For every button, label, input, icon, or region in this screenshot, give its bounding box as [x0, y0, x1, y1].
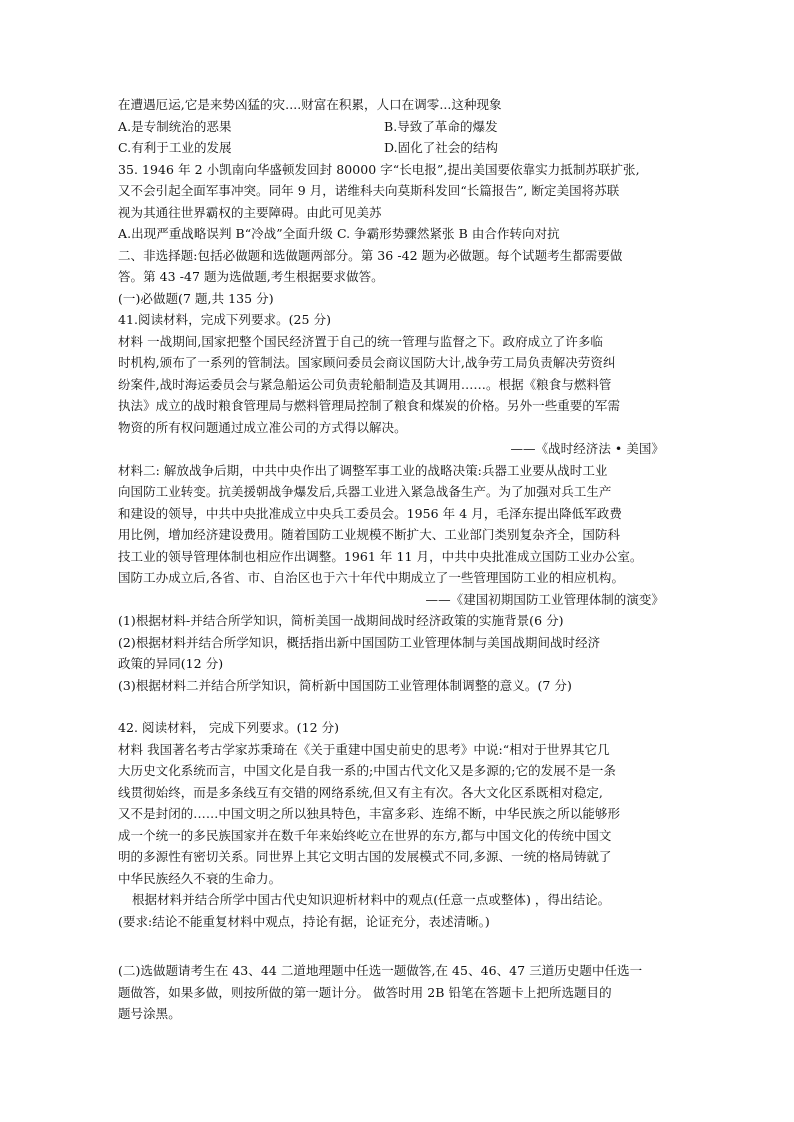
- q41-question-2: (2)根据材料并结合所学知识，概括指出新中国国防工业管理体制与美国战期间战时经济: [118, 634, 601, 650]
- q41-question-2-cont: 政策的异同(12 分): [118, 656, 224, 671]
- q41-material1-line: 材料 一战期间,国家把整个国民经济置于自己的统一管理与监督之下。政府成立了许多临: [118, 333, 603, 349]
- section2-heading: 二、非选择题:包括必做题和选做题两部分。第 36 -42 题为必做题。每个试题考生都需要做: [118, 247, 623, 263]
- q41-material1-line: 执法》成立的战时粮食管理局与燃料管理局控制了粮食和煤炭的价格。另外一些重要的军需: [118, 398, 621, 413]
- exam-page: [118, 94, 678, 1025]
- q41-material2-line: 国防工办成立后,各省、市、自治区也于六十年代中期成立了一些管理国防工业的相应机构。: [118, 570, 625, 585]
- q42-material-line: 材料 我国著名考古学家苏秉琦在《关于重建中国史前史的思考》中说:“相对于世界其它几: [118, 741, 610, 757]
- q42-material-line: 明的多源性有密切关系。同世界上其它文明古国的发展模式不同,多源、一统的格局铸就了: [118, 849, 612, 864]
- q41-material1-line: 物资的所有权问题通过成立准公司的方式得以解决。: [118, 419, 407, 435]
- q42-material-line: 成一个统一的多民族国家并在数千年来始终屹立在世界的东方,都与中国文化的传统中国文: [118, 827, 612, 843]
- q41-source1: ——《战时经济法 • 美国》: [510, 441, 664, 456]
- q41-material2-line: 技工业的领导管理体制也相应作出调整。1961 年 11 月，中共中央批准成立国防工业办公室。: [118, 548, 643, 564]
- q41-material2-line: 用比例，增加经济建设费用。随着国防工业规模不断扩大、工业部门类别复杂齐全，国防科: [118, 527, 621, 542]
- q42-title: 42. 阅读材料， 完成下列要求。(12 分): [118, 720, 340, 735]
- q42-prompt: 根据材料并结合所学中国古代史知识迎析材料中的观点(任意一点或整体) ，得出结论。: [132, 892, 611, 907]
- q41-question-1: (1)根据材料-并结合所学知识，简析美国一战期间战时经济政策的实施背景(6 分): [118, 613, 564, 628]
- q41-question-3: (3)根据材料二并结合所学知识，简析新中国国防工业管理体制调整的意义。(7 分): [118, 677, 572, 693]
- q41-material1-line: 时机构,颁布了一系列的管制法。国家顾问委员会商议国防大计,战争劳工局负责解决劳资纠: [118, 355, 616, 370]
- q41-material2-line: 向国防工业转变。抗美援朝战争爆发后,兵器工业进入紧急战备生产。为了加强对兵工生产: [118, 484, 612, 499]
- q42-material-line: 线贯彻始终，而是多条线互有交错的网络系统,但又有主有次。各大文化区系既相对稳定,: [118, 784, 603, 800]
- elective-instructions: 题号涂黑。: [118, 1006, 181, 1021]
- q41-material2-line: 和建设的领导，中共中央批准成立中央兵工委员会。1956 年 4 月，毛泽东提出降低军政费: [118, 505, 622, 521]
- elective-instructions: 题做答，如果多做，则按所做的第一题计分。 做答时用 2B 铅笔在答题卡上把所选题目的: [118, 984, 612, 1000]
- q34-options-row-2: [118, 137, 678, 159]
- q35-line: 35. 1946 年 2 小凯南向华盛顿发回封 80000 字“长电报”,提出美国要依靠实力抵制苏联扩张,: [118, 161, 640, 177]
- q41-material2-line: 材料二: 解放战争后期，中共中央作出了调整军事工业的战略决策:兵器工业要从战时工业: [118, 462, 608, 478]
- q35-line: 又不会引起全面军事冲突。同年 9 月，诺维科夫向莫斯科发回“长篇报告”, 断定美国将苏联: [118, 183, 620, 198]
- q42-material-line: 中华民族经久不衰的生命力。: [118, 870, 282, 886]
- q34-option-a: A.是专制统治的恶果: [118, 118, 232, 134]
- q41-title: 41.阅读材料，完成下列要求。(25 分): [118, 312, 332, 327]
- q34-options-row-1: [118, 116, 678, 138]
- required-section-title: (一)必做题(7 题,共 135 分): [118, 290, 274, 306]
- q42-material-line: 又不是封闭的……中国文明之所以独具特色，丰富多彩、连绵不断，中华民族之所以能够形: [118, 806, 621, 821]
- elective-instructions: (二)选做题请考生在 43、44 二道地理题中任选一题做答,在 45、46、47 三道历史题中任选一: [118, 963, 643, 978]
- q41-material1-line: 纷案件,战时海运委员会与紧急船运公司负责轮船制造及其调用……。根据《粮食与燃料管: [118, 376, 612, 392]
- q34-option-b: B.导致了革命的爆发: [384, 118, 498, 134]
- q34-option-d: D.固化了社会的结构: [384, 140, 499, 155]
- q42-material-line: 大历史文化系统而言，中国文化是自我一系的;中国古代文化又是多源的;它的发展不是一条: [118, 763, 616, 778]
- q34-tail: 在遭遇厄运,它是来势凶猛的灾....财富在积累，人口在调零...这种现象: [118, 97, 502, 112]
- spacer: [118, 932, 678, 960]
- section2-heading: 答。第 43 -47 题为选做题,考生根据要求做答。: [118, 269, 384, 284]
- spacer: [118, 696, 678, 717]
- q41-source2: ——《建国初期国防工业管理体制的演变》: [425, 591, 664, 607]
- q42-requirement: (要求:结论不能重复材料中观点，持论有据，论证充分，表述清晰。): [118, 913, 490, 929]
- q35-options: A.出现严重战略误判 B“冷战”全面升级 C. 争霸形势骤然紧张 B 由合作转向对抗: [118, 226, 560, 241]
- q35-line: 视为其通往世界霸权的主要障碍。由此可见美苏: [118, 204, 382, 220]
- q34-option-c: C.有利于工业的发展: [118, 140, 232, 155]
